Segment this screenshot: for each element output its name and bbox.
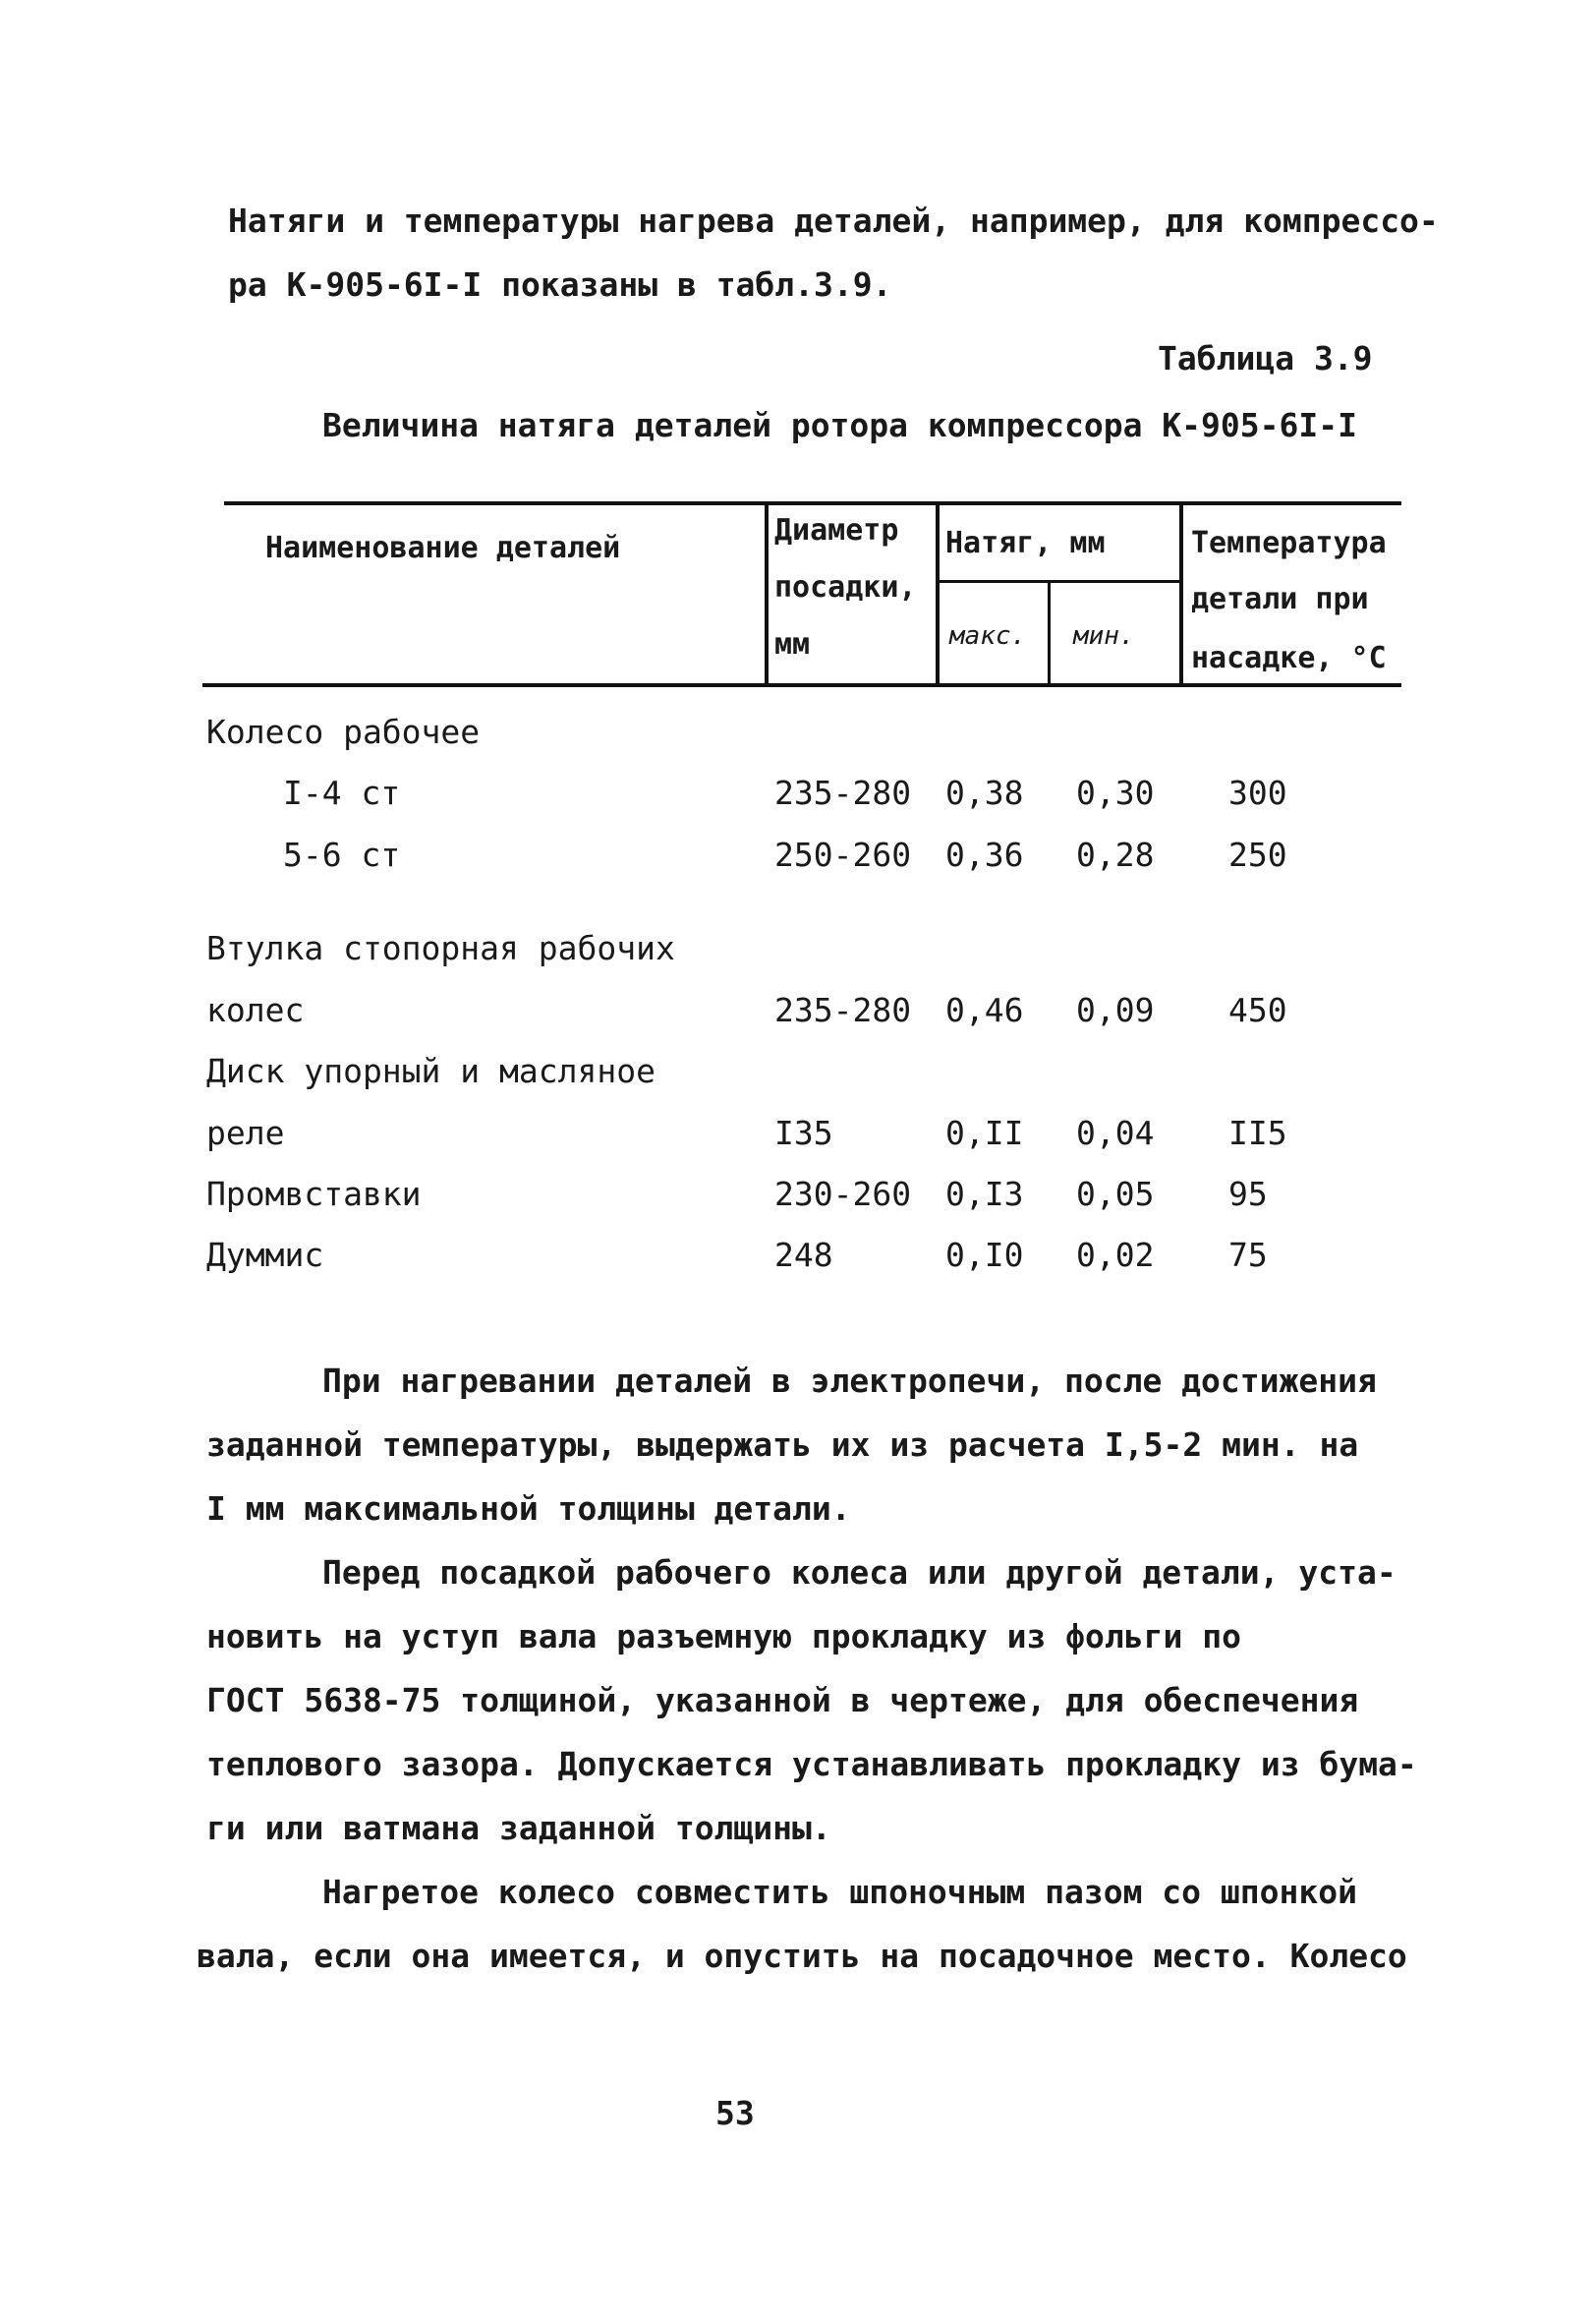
header-min: мин.: [1073, 621, 1135, 651]
table-interference-underline: [936, 580, 1181, 583]
row-7-diameter: 230-260: [774, 1175, 912, 1213]
row-2-min: 0,28: [1076, 836, 1155, 874]
row-1-name: I-4 ст: [283, 774, 401, 812]
table-header-bottom-rule: [202, 683, 1401, 687]
row-1-diameter: 235-280: [774, 774, 912, 812]
row-4-max: 0,46: [945, 991, 1024, 1029]
intro-line-1: Натяги и температуры нагрева деталей, например, для компрессо-: [228, 202, 1439, 240]
table-col-divider-sub: [1048, 582, 1051, 687]
row-4-temp: 450: [1228, 991, 1287, 1029]
para2-line-2: новить на уступ вала разъемную прокладку из фольги по: [206, 1617, 1241, 1655]
header-diameter-1: Диаметр: [774, 513, 899, 548]
row-7-max: 0,I3: [945, 1175, 1024, 1213]
row-0-name: Колесо рабочее: [206, 713, 481, 751]
para1-line-2: заданной температуры, выдержать их из расчета I,5-2 мин. на: [206, 1425, 1359, 1464]
row-8-name: Думмис: [206, 1236, 324, 1274]
table-top-rule: [224, 501, 1401, 505]
row-6-name: реле: [206, 1114, 285, 1152]
table-col-divider-3: [1179, 501, 1183, 687]
para2-line-1: Перед посадкой рабочего колеса или другой детали, уста-: [322, 1553, 1396, 1592]
row-4-name: колес: [206, 991, 305, 1029]
para3-line-1: Нагретое колесо совместить шпоночным пазом со шпонкой: [322, 1873, 1357, 1911]
header-diameter-3: мм: [774, 627, 811, 662]
row-1-temp: 300: [1228, 774, 1287, 812]
row-6-temp: II5: [1228, 1114, 1287, 1152]
header-temperature-1: Температура: [1191, 526, 1387, 560]
row-2-temp: 250: [1228, 836, 1287, 874]
row-7-name: Промвставки: [206, 1175, 422, 1213]
row-8-min: 0,02: [1076, 1236, 1155, 1274]
header-interference: Натяг, мм: [945, 526, 1106, 560]
header-max: макс.: [949, 621, 1027, 651]
row-7-temp: 95: [1228, 1175, 1268, 1213]
row-4-min: 0,09: [1076, 991, 1155, 1029]
row-2-max: 0,36: [945, 836, 1024, 874]
para2-line-5: ги или ватмана заданной толщины.: [206, 1809, 831, 1847]
row-1-max: 0,38: [945, 774, 1024, 812]
para1-line-1: При нагревании деталей в электропечи, после достижения: [322, 1362, 1377, 1400]
page-number: 53: [715, 2094, 755, 2132]
para1-line-3: I мм максимальной толщины детали.: [206, 1489, 851, 1528]
table-caption: Величина натяга деталей ротора компрессора К-905-6I-I: [322, 406, 1357, 444]
row-7-min: 0,05: [1076, 1175, 1155, 1213]
table-col-divider-1: [765, 501, 769, 687]
header-diameter-2: посадки,: [774, 570, 917, 605]
row-8-max: 0,I0: [945, 1236, 1024, 1274]
row-2-diameter: 250-260: [774, 836, 912, 874]
para2-line-3: ГОСТ 5638-75 толщиной, указанной в чертеже, для обеспечения: [206, 1681, 1359, 1719]
row-6-min: 0,04: [1076, 1114, 1155, 1152]
row-5-name: Диск упорный и масляное: [206, 1052, 656, 1090]
header-temperature-2: детали при: [1191, 582, 1369, 616]
row-4-diameter: 235-280: [774, 991, 912, 1029]
intro-line-2: ра К-905-6I-I показаны в табл.3.9.: [228, 265, 892, 304]
row-8-diameter: 248: [774, 1236, 833, 1274]
row-8-temp: 75: [1228, 1236, 1268, 1274]
row-2-name: 5-6 ст: [283, 836, 401, 874]
para3-line-2: вала, если она имеется, и опустить на посадочное место. Колесо: [197, 1937, 1407, 1975]
row-6-diameter: I35: [774, 1114, 833, 1152]
table-col-divider-2: [936, 501, 940, 687]
row-3-name: Втулка стопорная рабочих: [206, 929, 675, 967]
row-1-min: 0,30: [1076, 774, 1155, 812]
row-6-max: 0,II: [945, 1114, 1024, 1152]
header-temperature-3: насадке, °С: [1191, 641, 1387, 675]
header-name: Наименование деталей: [265, 531, 621, 565]
para2-line-4: теплового зазора. Допускается устанавливать прокладку из бума-: [206, 1745, 1417, 1783]
table-label: Таблица 3.9: [1158, 339, 1373, 377]
